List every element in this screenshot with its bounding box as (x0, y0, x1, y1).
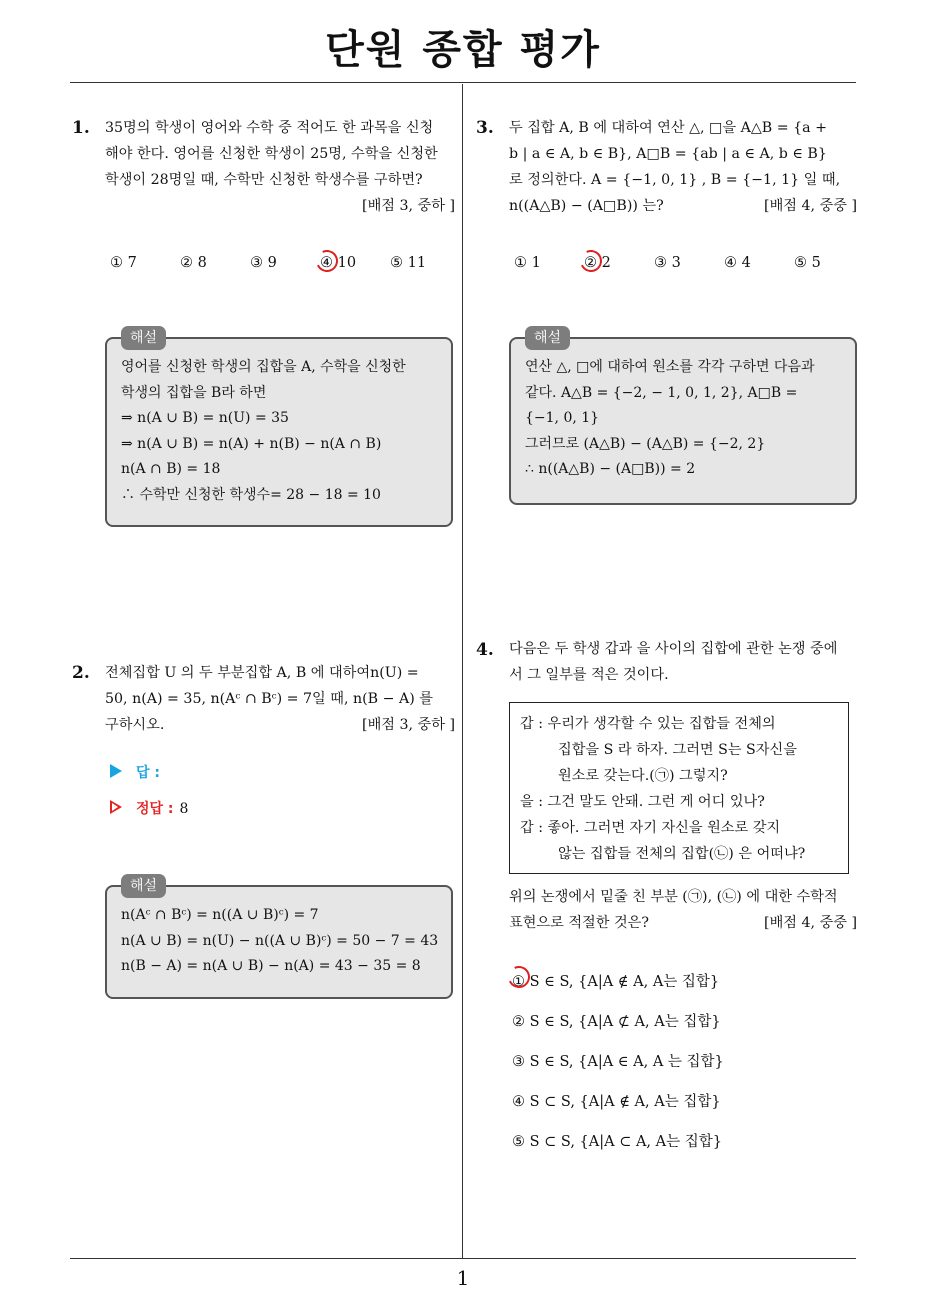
q1-solution-line: ∴ 수학만 신청한 학생수= 28 − 18 = 10 (121, 486, 381, 503)
q4-dialog-line: 않는 집합들 전체의 집합(㉡) 은 어떠냐? (558, 846, 806, 862)
q3-choice-2[interactable]: ② 2 (584, 255, 611, 271)
q1-solution-line: ⇒ n(A ∪ B) = n(U) = 35 (121, 410, 289, 426)
q3-choice-3[interactable]: ③ 3 (654, 255, 681, 271)
q2-text (105, 660, 455, 738)
q2-correct-row (110, 798, 188, 818)
q4-after-line: 위의 논쟁에서 밑줄 친 부분 (㉠), (㉡) 에 대한 수학적 (509, 889, 838, 905)
q2-line: 전체집합 U 의 두 부분집합 A, B 에 대하여n(U) = (105, 665, 419, 681)
q3-solution-line: 그러므로 (A△B) − (A△B) = {−2, 2} (525, 435, 766, 452)
page-title: 단원 종합 평가 (325, 27, 601, 73)
q4-choice-3[interactable]: ③ S ∈ S, {A|A ∈ A, A 는 집합} (512, 1054, 724, 1070)
q2-answer-row (110, 762, 160, 782)
q3-line: b | a ∈ A, b ∈ B}, A□B = {ab | a ∈ A, b ∈ B} (509, 146, 827, 162)
q4-choice-1[interactable]: ① S ∈ S, {A|A ∉ A, A는 집합} (512, 974, 720, 990)
q2-solution-tag: 해설 (121, 874, 166, 898)
q2-number: 2. (72, 663, 90, 683)
q3-line: 로 정의한다. A = {−1, 0, 1} , B = {−1, 1} 일 때, (509, 172, 841, 188)
q3-choice-4[interactable]: ④ 4 (724, 255, 751, 271)
q2-solution-line: n(Aᶜ ∩ Bᶜ) = n((A ∪ B)ᶜ) = 7 (121, 907, 319, 923)
q1-choice-1[interactable]: ① 7 (110, 255, 137, 271)
bottom-rule (70, 1258, 856, 1259)
q4-text (509, 636, 857, 688)
q1-choice-2[interactable]: ② 8 (180, 255, 207, 271)
outline-triangle-icon (110, 800, 122, 814)
column-divider (462, 84, 463, 1258)
q3-solution-tag: 해설 (525, 326, 570, 350)
q4-number: 4. (476, 640, 494, 660)
q2-solution-line: n(B − A) = n(A ∪ B) − n(A) = 43 − 35 = 8 (121, 958, 421, 974)
q2-solution-box (105, 878, 453, 999)
q3-line: 두 집합 A, B 에 대하여 연산 △, □을 A△B = {a + (509, 120, 828, 136)
q1-choices (110, 255, 460, 279)
q1-solution-line: 학생의 집합을 B라 하면 (121, 384, 267, 401)
q3-solution-line: ∴ n((A△B) − (A□B)) = 2 (525, 461, 696, 477)
q4-choice-5[interactable]: ⑤ S ⊂ S, {A|A ⊂ A, A는 집합} (512, 1134, 722, 1150)
q1-choice-5[interactable]: ⑤ 11 (390, 255, 427, 271)
q1-choice-4[interactable]: ④ 10 (320, 255, 357, 271)
q2-line: 50, n(A) = 35, n(Aᶜ ∩ Bᶜ) = 7일 때, n(B − A) 를 (105, 691, 433, 707)
q3-line-last (509, 193, 857, 219)
q4-dialog-line: 갑 : 좋아. 그러면 자기 자신을 원소로 갖지 (520, 820, 781, 836)
q4-dialog-line: 원소로 갖는다.(㉠) 그렇지? (558, 768, 728, 784)
q4-dialog-box (509, 702, 849, 874)
q2-answer-label: 답 : (136, 765, 160, 781)
q3-number: 3. (476, 118, 494, 138)
q4-followup (509, 884, 857, 936)
q1-meta: [배점 3, 중하 ] (362, 198, 455, 214)
top-rule (70, 82, 856, 83)
q3-solution-line: {−1, 0, 1} (525, 410, 600, 426)
q4-choices (512, 970, 857, 1150)
q3-solution-box (509, 330, 857, 505)
q4-dialog-line: 집합을 S 라 하자. 그러면 S는 S자신을 (558, 742, 797, 758)
q1-solution-line: 영어를 신청한 학생의 집합을 A, 수학을 신청한 (121, 359, 406, 375)
q4-dialog-line: 을 : 그건 말도 안돼. 그런 게 어디 있나? (520, 794, 765, 810)
q2-correct-label: 정답 : (136, 801, 174, 817)
q2-line: 구하시오. (105, 717, 165, 733)
q1-line: 해야 한다. 영어를 신청한 학생이 25명, 수학을 신청한 (105, 146, 438, 162)
q3-choice-5[interactable]: ⑤ 5 (794, 255, 821, 271)
q4-after-line: 표현으로 적절한 것은? (509, 915, 649, 931)
q1-solution-line: n(A ∩ B) = 18 (121, 461, 221, 477)
q3-solution-line: 같다. A△B = {−2, − 1, 0, 1, 2}, A□B = (525, 384, 798, 401)
q4-choice-4[interactable]: ④ S ⊂ S, {A|A ∉ A, A는 집합} (512, 1094, 721, 1110)
q3-meta: [배점 4, 중중 ] (764, 198, 857, 214)
q1-solution-tag: 해설 (121, 326, 166, 350)
q1-number: 1. (72, 118, 90, 138)
page-number: 1 (456, 1266, 470, 1290)
q1-line: 35명의 학생이 영어와 수학 중 적어도 한 과목을 신청 (105, 120, 434, 136)
q3-line: n((A△B) − (A□B)) 는? (509, 198, 664, 214)
q1-solution-box (105, 330, 453, 527)
q4-after-last (509, 910, 857, 936)
q1-choice-3[interactable]: ③ 9 (250, 255, 277, 271)
q1-line: 학생이 28명일 때, 수학만 신청한 학생수를 구하면? (105, 172, 423, 188)
q2-line-last (105, 712, 455, 738)
q1-text (105, 115, 455, 219)
q2-correct-value: 8 (179, 801, 189, 817)
q4-dialog-line: 갑 : 우리가 생각할 수 있는 집합들 전체의 (520, 716, 776, 732)
q1-solution-line: ⇒ n(A ∪ B) = n(A) + n(B) − n(A ∩ B) (121, 435, 382, 452)
q4-meta: [배점 4, 중중 ] (764, 915, 857, 931)
q3-text (509, 115, 857, 219)
q3-choices (514, 255, 859, 279)
q4-line: 다음은 두 학생 갑과 을 사이의 집합에 관한 논쟁 중에 (509, 641, 838, 657)
q2-solution-line: n(A ∪ B) = n(U) − n((A ∪ B)ᶜ) = 50 − 7 = 43 (121, 932, 439, 949)
q2-meta: [배점 3, 중하 ] (362, 717, 455, 733)
q4-line: 서 그 일부를 적은 것이다. (509, 667, 669, 683)
q4-choice-2[interactable]: ② S ∈ S, {A|A ⊄ A, A는 집합} (512, 1014, 721, 1030)
q3-choice-1[interactable]: ① 1 (514, 255, 541, 271)
play-triangle-icon (110, 764, 122, 778)
q3-solution-line: 연산 △, □에 대하여 원소를 각각 구하면 다음과 (525, 359, 815, 375)
